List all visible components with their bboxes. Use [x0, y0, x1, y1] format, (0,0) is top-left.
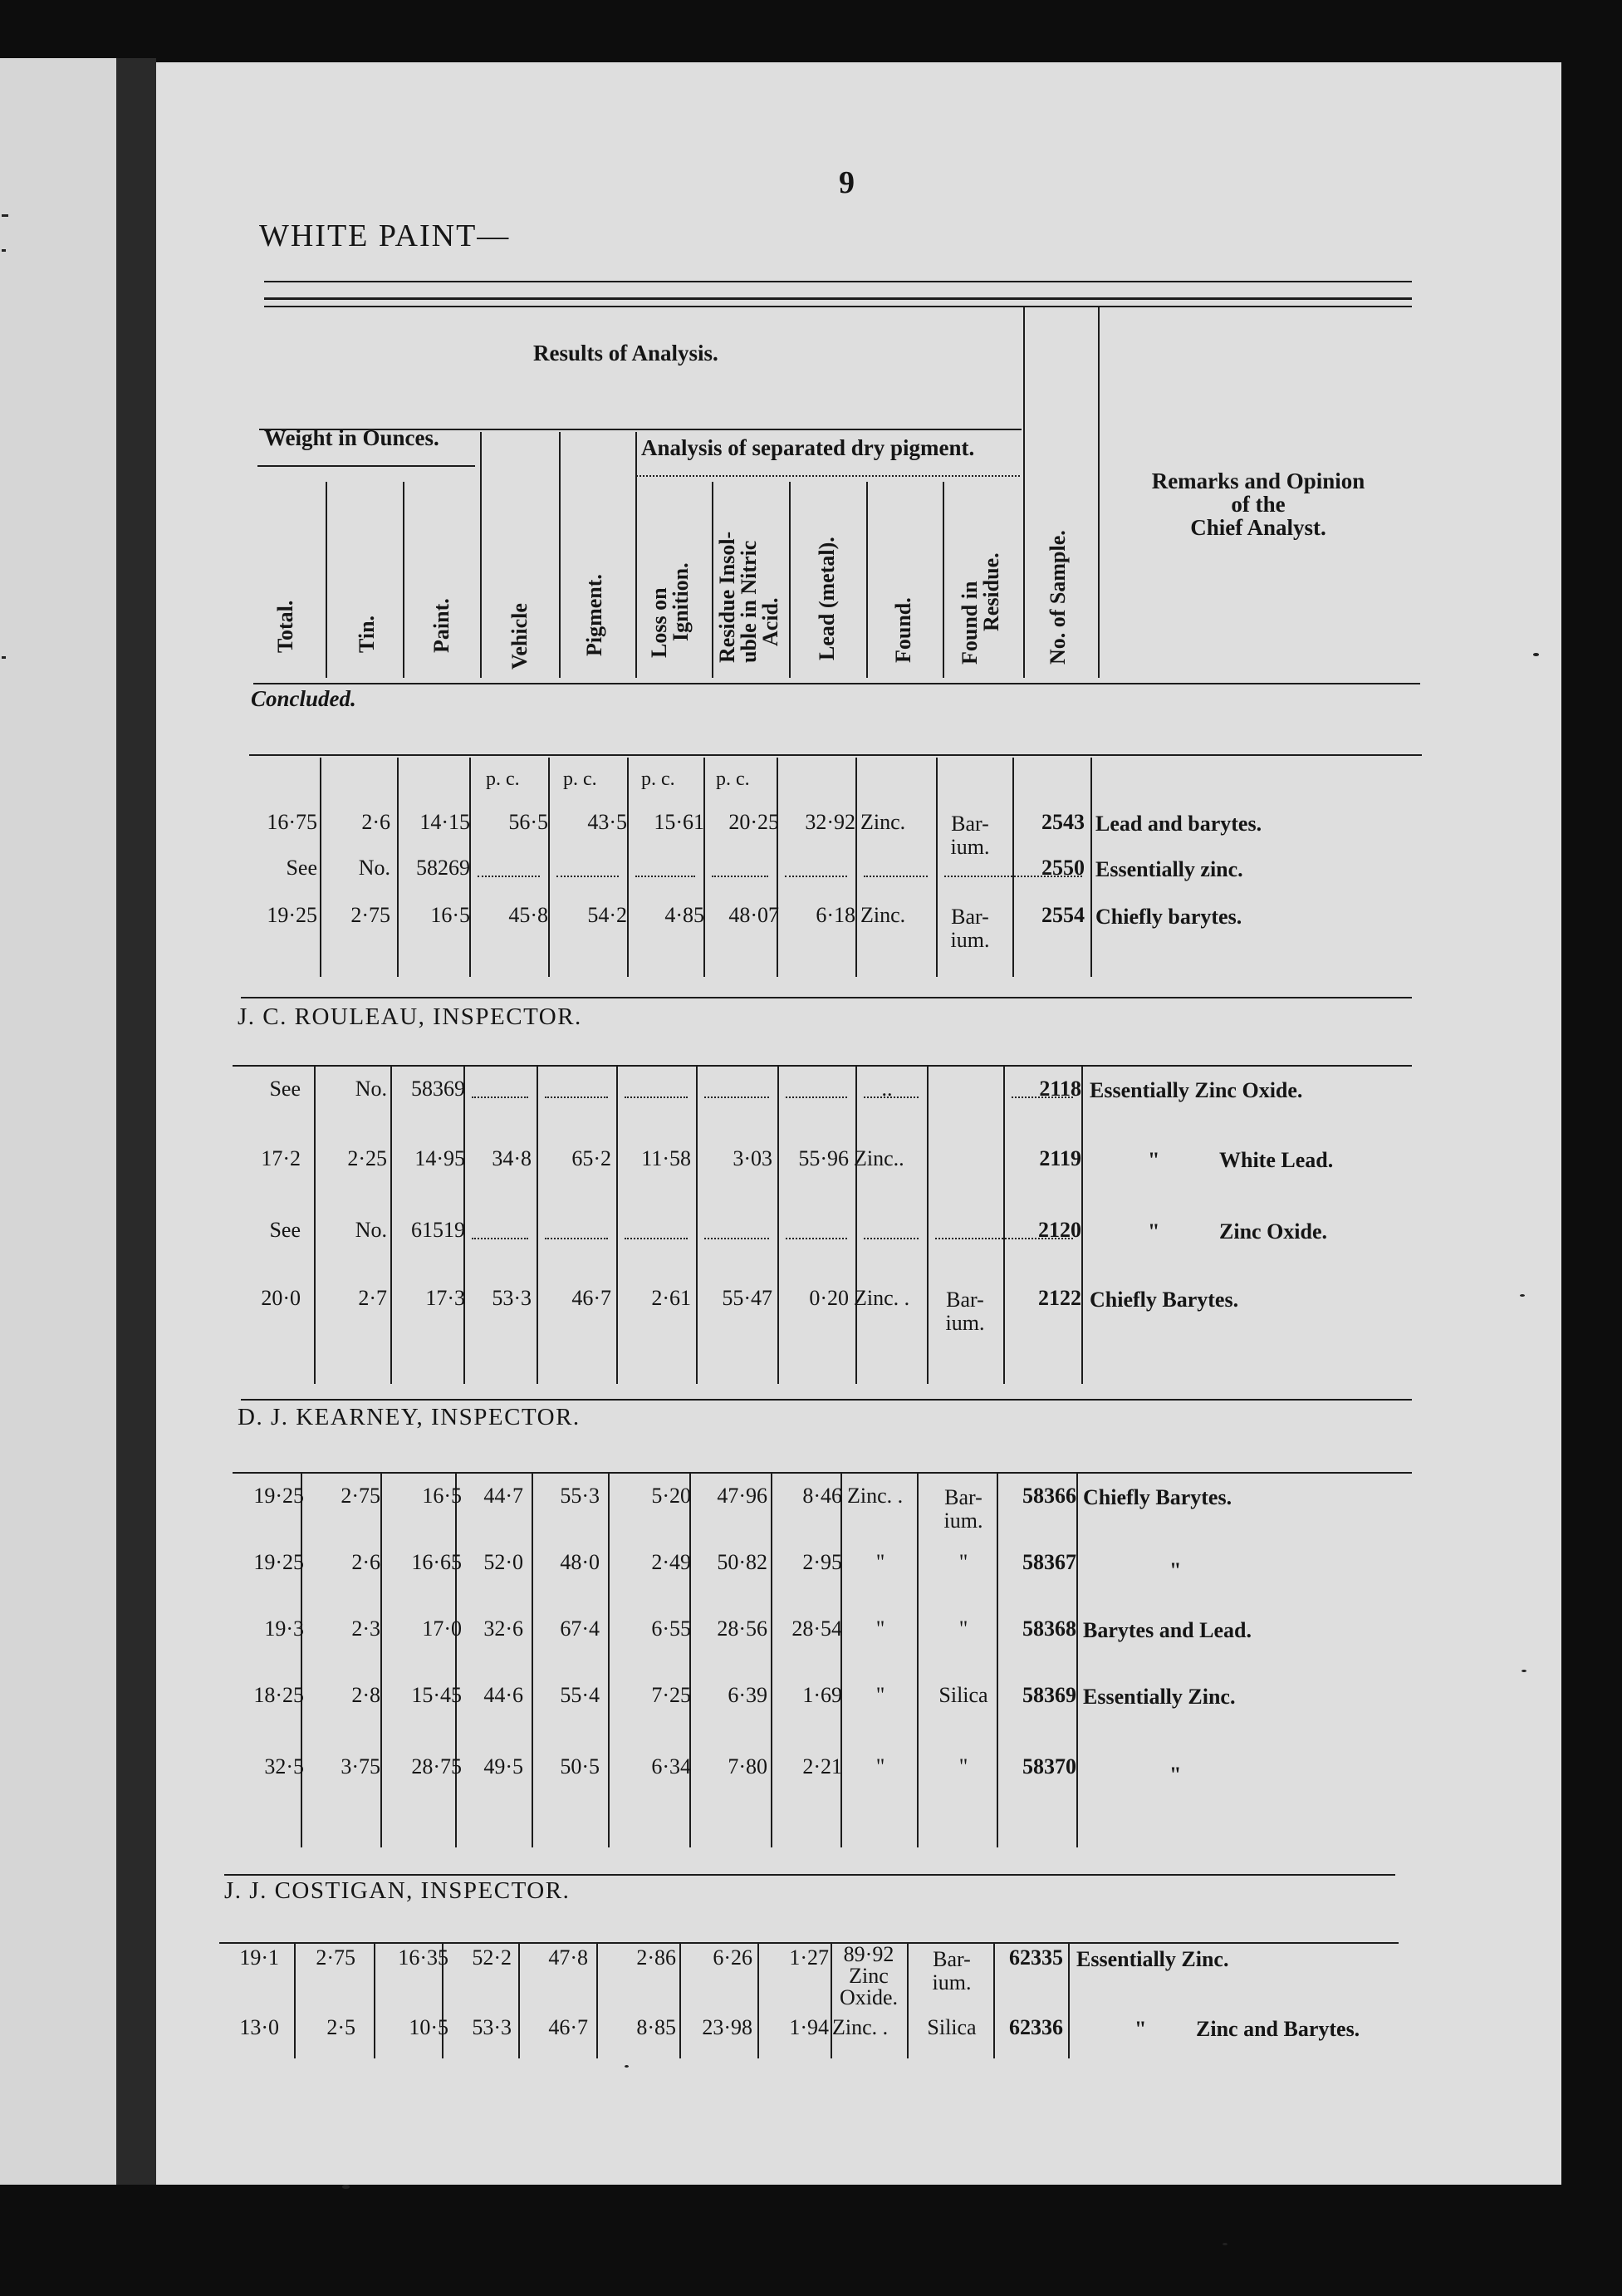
dotted-leader	[864, 1238, 919, 1239]
cell-sample-number: 2122	[1038, 1286, 1081, 1310]
cell-found-line2: Zinc	[849, 1964, 889, 1988]
cell-residue: 48·07	[728, 903, 779, 927]
cell-sample-number: 62336	[1009, 2015, 1063, 2039]
col-header-lead: Lead (metal).	[815, 537, 839, 660]
cell-lead: 1·94	[789, 2015, 829, 2039]
cell-remark-ditto: "	[1134, 2017, 1147, 2041]
dotted-leader	[545, 1096, 608, 1098]
top-rule	[264, 297, 1412, 300]
column-rule	[532, 1472, 533, 1847]
col-header-sample: No. of Sample.	[1046, 530, 1070, 665]
cell-sample-number: 2554	[1041, 903, 1085, 927]
col-header-loss-line2: Ignition.	[669, 562, 693, 641]
cell-residue: 23·98	[702, 2015, 752, 2039]
cell-loss: 2·49	[651, 1550, 691, 1574]
cell-sample-number: 2119	[1039, 1146, 1081, 1170]
weight-group-rule	[257, 465, 475, 467]
header-bottom-rule	[253, 683, 1420, 684]
scan-speck	[1533, 653, 1539, 656]
cell-total: 19·3	[264, 1617, 304, 1641]
cell-total: 20·0	[261, 1286, 301, 1310]
cell-found-residue: Bar-	[933, 1947, 971, 1971]
dotted-leader	[472, 1096, 528, 1098]
cell-lead: 1·27	[789, 1945, 829, 1970]
section-title: WHITE PAINT—	[259, 218, 511, 253]
remarks-header-line1: Remarks and Opinion	[1151, 469, 1365, 493]
section-rule	[249, 754, 1422, 756]
col-header-paint: Paint.	[429, 598, 453, 653]
cell-residue: 55·47	[722, 1286, 772, 1310]
cell-pigment: 43·5	[587, 810, 627, 834]
column-rule	[548, 758, 550, 977]
header-col-rule	[403, 482, 404, 678]
cell-residue: 6·39	[728, 1683, 767, 1707]
cell-lead: 28·54	[791, 1617, 842, 1641]
cell-paint: 28·75	[411, 1754, 462, 1778]
column-rule	[840, 1472, 842, 1847]
dotted-leader	[625, 1238, 688, 1239]
cell-lead: 6·18	[816, 903, 855, 927]
cell-sample-number: 58366	[1022, 1484, 1076, 1508]
cell-remark: Essentially Zinc Oxide.	[1090, 1078, 1303, 1102]
top-rule	[264, 281, 1412, 282]
col-header-tin: Tin.	[355, 615, 379, 653]
cell-residue: 6·26	[713, 1945, 752, 1970]
col-header-total: Total.	[273, 600, 297, 653]
cell-remark: Barytes and Lead.	[1083, 1618, 1252, 1642]
cell-tin: 2·75	[316, 1945, 355, 1970]
cell-remark: Zinc and Barytes.	[1196, 2017, 1360, 2041]
inspector-heading: J. J. COSTIGAN, INSPECTOR.	[224, 1877, 571, 1904]
cell-found: Zinc.	[860, 810, 906, 834]
cell-loss: 2·86	[636, 1945, 676, 1970]
cell-residue: 47·96	[717, 1484, 767, 1508]
cell-remark-ditto: "	[1169, 1763, 1182, 1787]
cell-total: 32·5	[264, 1754, 304, 1778]
cell-paint: 58269	[416, 856, 470, 880]
cell-lead: 2·21	[802, 1754, 842, 1778]
header-col-rule	[712, 482, 713, 678]
dotted-leader	[785, 876, 847, 877]
column-rule	[1076, 1472, 1078, 1847]
cell-paint: 16·5	[430, 903, 470, 927]
cell-loss: 8·85	[636, 2015, 676, 2039]
cell-tin: 2·25	[347, 1146, 387, 1170]
cell-total: 18·25	[253, 1683, 304, 1707]
dotted-leader	[786, 1238, 847, 1239]
cell-sample-number: 2543	[1041, 810, 1085, 834]
dotted-leader	[635, 876, 695, 877]
cell-lead: 1·69	[802, 1683, 842, 1707]
header-col-rule	[559, 432, 561, 678]
cell-vehicle: 53·3	[472, 2015, 512, 2039]
dotted-leader	[625, 1096, 688, 1098]
page-number: 9	[839, 165, 855, 200]
cell-found-residue-ditto: "	[958, 1550, 968, 1574]
column-rule	[455, 1472, 457, 1847]
cell-total: 16·75	[267, 810, 317, 834]
dotted-leader	[478, 876, 540, 877]
pc-unit-pigment: p. c.	[563, 768, 597, 790]
cell-tin: No.	[355, 1077, 387, 1101]
cell-vehicle: 52·2	[472, 1945, 512, 1970]
cell-total: 19·25	[267, 903, 317, 927]
header-col-rule	[635, 432, 637, 678]
cell-found-residue-line2: ium.	[945, 1311, 985, 1335]
pigment-group-label: Analysis of separated dry pigment.	[641, 435, 975, 460]
col-header-pigment: Pigment.	[582, 574, 606, 656]
cell-found-ditto: "	[875, 1617, 885, 1641]
cell-pigment: 55·3	[560, 1484, 600, 1508]
cell-paint: 16·65	[411, 1550, 462, 1574]
document-page	[156, 62, 1561, 2185]
facing-page-mark	[2, 656, 6, 659]
cell-found-line3: Oxide.	[839, 1985, 899, 2009]
cell-vehicle: 32·6	[483, 1617, 523, 1641]
col-header-residue-line1: Residue Insol-	[715, 531, 739, 663]
column-rule	[855, 1065, 857, 1384]
column-rule	[537, 1065, 538, 1384]
cell-tin: 2·75	[341, 1484, 380, 1508]
cell-tin: 2·7	[358, 1286, 387, 1310]
cell-remark: Essentially Zinc.	[1076, 1947, 1229, 1971]
section-end-rule	[241, 997, 1412, 998]
dotted-leader	[472, 1238, 528, 1239]
column-rule	[689, 1472, 691, 1847]
cell-pigment: 48·0	[560, 1550, 600, 1574]
cell-vehicle: 34·8	[492, 1146, 532, 1170]
cell-found-residue: Bar-	[951, 905, 989, 929]
cell-residue: 20·25	[728, 810, 779, 834]
cell-found-residue: Silica	[938, 1683, 988, 1707]
cell-tin: No.	[358, 856, 390, 880]
cell-remark: Lead and barytes.	[1095, 812, 1262, 836]
top-rule	[264, 306, 1412, 307]
section-end-rule	[224, 1874, 1395, 1876]
cell-found: Zinc. .	[847, 1484, 904, 1508]
cell-residue: 3·03	[733, 1146, 772, 1170]
cell-remark: Essentially zinc.	[1095, 857, 1243, 881]
col-header-residue-line2: uble in Nitric	[737, 540, 761, 663]
col-header-found-res-line2: Residue.	[979, 552, 1003, 631]
cell-paint: 61519	[411, 1218, 465, 1242]
inspector-heading: D. J. KEARNEY, INSPECTOR.	[238, 1404, 581, 1430]
cell-total: 17·2	[261, 1146, 301, 1170]
cell-vehicle: 53·3	[492, 1286, 532, 1310]
cell-residue: 7·80	[728, 1754, 767, 1778]
cell-tin: 2·75	[350, 903, 390, 927]
cell-found-residue: Silica	[927, 2015, 977, 2039]
cell-pigment: 67·4	[560, 1617, 600, 1641]
cell-remark: Essentially Zinc.	[1083, 1685, 1236, 1709]
cell-pigment: 47·8	[548, 1945, 588, 1970]
inspector-heading: J. C. ROULEAU, INSPECTOR.	[238, 1003, 582, 1030]
column-rule	[616, 1065, 618, 1384]
cell-found-residue: Bar-	[946, 1288, 984, 1312]
weight-group-label: Weight in Ounces.	[264, 425, 439, 450]
cell-paint: 14·95	[414, 1146, 465, 1170]
dotted-leader	[704, 1096, 769, 1098]
col-header-residue-line3: Acid.	[758, 597, 782, 646]
cell-paint: 10·5	[409, 2015, 448, 2039]
cell-remark: Zinc Oxide.	[1219, 1219, 1328, 1244]
scan-speck	[1522, 1670, 1526, 1672]
cell-remark: Chiefly Barytes.	[1090, 1288, 1239, 1312]
cell-pigment: 46·7	[571, 1286, 611, 1310]
cell-vehicle: 44·7	[483, 1484, 523, 1508]
cell-lead: 8·46	[802, 1484, 842, 1508]
cell-tin: 3·75	[341, 1754, 380, 1778]
cell-remark: White Lead.	[1219, 1148, 1334, 1172]
cell-paint: 14·15	[419, 810, 470, 834]
cell-tin: 2·5	[326, 2015, 355, 2039]
facing-page-mark	[2, 214, 8, 217]
book-spine	[116, 58, 156, 2185]
header-col-rule	[1023, 307, 1025, 678]
cell-loss: 11·58	[641, 1146, 691, 1170]
cell-paint: 17·0	[422, 1617, 462, 1641]
cell-paint: 17·3	[425, 1286, 465, 1310]
cell-sample-number: 58367	[1022, 1550, 1076, 1574]
cell-sample-number: 2550	[1041, 856, 1085, 880]
cell-sample-number: 58369	[1022, 1683, 1076, 1707]
cell-total: 19·1	[239, 1945, 279, 1970]
header-col-rule	[480, 432, 482, 678]
cell-sample-number: 2120	[1038, 1218, 1081, 1242]
col-header-found: Found.	[891, 597, 915, 663]
column-rule	[777, 758, 778, 977]
column-rule	[1068, 1942, 1070, 2058]
cell-found: Zinc.	[860, 903, 906, 927]
cell-pigment: 46·7	[548, 2015, 588, 2039]
cell-tin: 2·6	[351, 1550, 380, 1574]
cell-found-residue-line2: ium.	[932, 1970, 972, 1994]
column-rule	[703, 758, 705, 977]
cell-remark: Chiefly Barytes.	[1083, 1485, 1232, 1509]
header-col-rule	[326, 482, 327, 678]
cell-found-residue: Bar-	[944, 1485, 983, 1509]
cell-paint: 15·45	[411, 1683, 462, 1707]
facing-page-mark	[2, 249, 6, 252]
cell-total: 13·0	[239, 2015, 279, 2039]
facing-page-edge	[0, 58, 116, 2185]
cell-sample-number: 58370	[1022, 1754, 1076, 1778]
inspector-rule	[233, 1472, 1412, 1474]
header-col-rule	[866, 482, 868, 678]
cell-tin: 2·8	[351, 1683, 380, 1707]
cell-sample-number: 2118	[1039, 1077, 1081, 1101]
cell-pigment: 54·2	[587, 903, 627, 927]
cell-found-residue: Bar-	[951, 812, 989, 836]
col-header-vehicle: Vehicle	[507, 603, 532, 670]
cell-vehicle: 44·6	[483, 1683, 523, 1707]
cell-total: See	[286, 856, 317, 880]
column-rule	[380, 1472, 382, 1847]
inspector-rule	[233, 1065, 1412, 1067]
cell-loss: 4·85	[664, 903, 704, 927]
column-rule	[855, 758, 857, 977]
cell-found: Zinc. .	[832, 2015, 889, 2039]
column-rule	[301, 1472, 302, 1847]
remarks-header	[1105, 469, 1412, 539]
cell-vehicle: 52·0	[483, 1550, 523, 1574]
cell-total: See	[269, 1077, 301, 1101]
cell-found: Zinc..	[854, 1146, 904, 1170]
cell-total: 19·25	[253, 1550, 304, 1574]
column-rule	[771, 1472, 772, 1847]
dotted-leader	[556, 876, 619, 877]
cell-residue: 50·82	[717, 1550, 767, 1574]
cell-remark: Chiefly barytes.	[1095, 905, 1242, 929]
cell-pigment: 65·2	[571, 1146, 611, 1170]
pc-unit-loss: p. c.	[641, 768, 675, 790]
scan-speck	[1520, 1294, 1525, 1297]
cell-found-residue-ditto: "	[958, 1754, 968, 1778]
cell-found: Zinc. .	[854, 1286, 910, 1310]
concluded-note: Concluded.	[251, 686, 356, 711]
cell-found-ditto: "	[875, 1754, 885, 1778]
header-col-rule	[1098, 307, 1100, 678]
cell-found-ditto: "	[875, 1683, 885, 1707]
cell-sample-number: 58368	[1022, 1617, 1076, 1641]
dotted-leader	[704, 1238, 769, 1239]
cell-loss: 5·20	[651, 1484, 691, 1508]
column-rule	[1081, 1065, 1083, 1384]
column-rule	[777, 1065, 779, 1384]
cell-vehicle: 56·5	[508, 810, 548, 834]
cell-remark-ditto: "	[1169, 1558, 1182, 1582]
pc-unit-vehicle: p. c.	[486, 768, 520, 790]
cell-found-residue-line2: ium.	[943, 1509, 983, 1533]
column-rule	[627, 758, 629, 977]
cell-vehicle: 49·5	[483, 1754, 523, 1778]
pigment-group-rule	[636, 475, 1020, 477]
results-title: Results of Analysis.	[533, 341, 718, 365]
cell-total: 19·25	[253, 1484, 304, 1508]
cell-lead: 0·20	[809, 1286, 849, 1310]
cell-found-ditto: "	[875, 1550, 885, 1574]
cell-vehicle: 45·8	[508, 903, 548, 927]
header-col-rule	[789, 482, 791, 678]
remarks-header-line3: Chief Analyst.	[1190, 515, 1326, 540]
cell-residue: 28·56	[717, 1617, 767, 1641]
cell-loss: 2·61	[651, 1286, 691, 1310]
scan-speck	[342, 2185, 350, 2189]
cell-paint: 58369	[411, 1077, 465, 1101]
cell-loss: 6·55	[651, 1617, 691, 1641]
cell-tin: 2·6	[361, 810, 390, 834]
section-end-rule	[241, 1399, 1412, 1401]
dotted-leader	[545, 1238, 608, 1239]
cell-remark-ditto: "	[1148, 1148, 1160, 1172]
pc-unit-residue: p. c.	[716, 768, 750, 790]
header-col-rule	[943, 482, 944, 678]
cell-tin: 2·3	[351, 1617, 380, 1641]
cell-loss: 6·34	[651, 1754, 691, 1778]
cell-found-residue-ditto: "	[958, 1617, 968, 1641]
cell-lead: 55·96	[798, 1146, 849, 1170]
column-rule	[696, 1065, 698, 1384]
cell-loss: 7·25	[651, 1683, 691, 1707]
scan-speck	[1223, 2243, 1228, 2245]
cell-found-residue-line2: ium.	[950, 835, 990, 859]
cell-pigment: 55·4	[560, 1683, 600, 1707]
inspector-rule	[219, 1942, 1399, 1944]
cell-total: See	[269, 1218, 301, 1242]
cell-found-residue-line2: ium.	[950, 928, 990, 952]
cell-lead: 2·95	[802, 1550, 842, 1574]
cell-paint: 16·35	[398, 1945, 448, 1970]
dotted-leader	[712, 876, 768, 877]
cell-pigment: 50·5	[560, 1754, 600, 1778]
cell-remark-ditto: "	[1148, 1219, 1160, 1244]
cell-paint: 16·5	[422, 1484, 462, 1508]
column-rule	[1090, 758, 1092, 977]
cell-lead: 32·92	[805, 810, 855, 834]
cell-found: ..	[881, 1077, 893, 1101]
remarks-header-line2: of the	[1231, 492, 1286, 517]
cell-sample-number: 62335	[1009, 1945, 1063, 1970]
cell-tin: No.	[355, 1218, 387, 1242]
cell-loss: 15·61	[654, 810, 704, 834]
column-rule	[608, 1472, 610, 1847]
col-header-loss-line1: Loss on	[647, 587, 671, 658]
scan-speck	[625, 2065, 629, 2068]
cell-found: 89·92	[843, 1942, 894, 1966]
col-header-found-res-line1: Found in	[958, 581, 982, 665]
